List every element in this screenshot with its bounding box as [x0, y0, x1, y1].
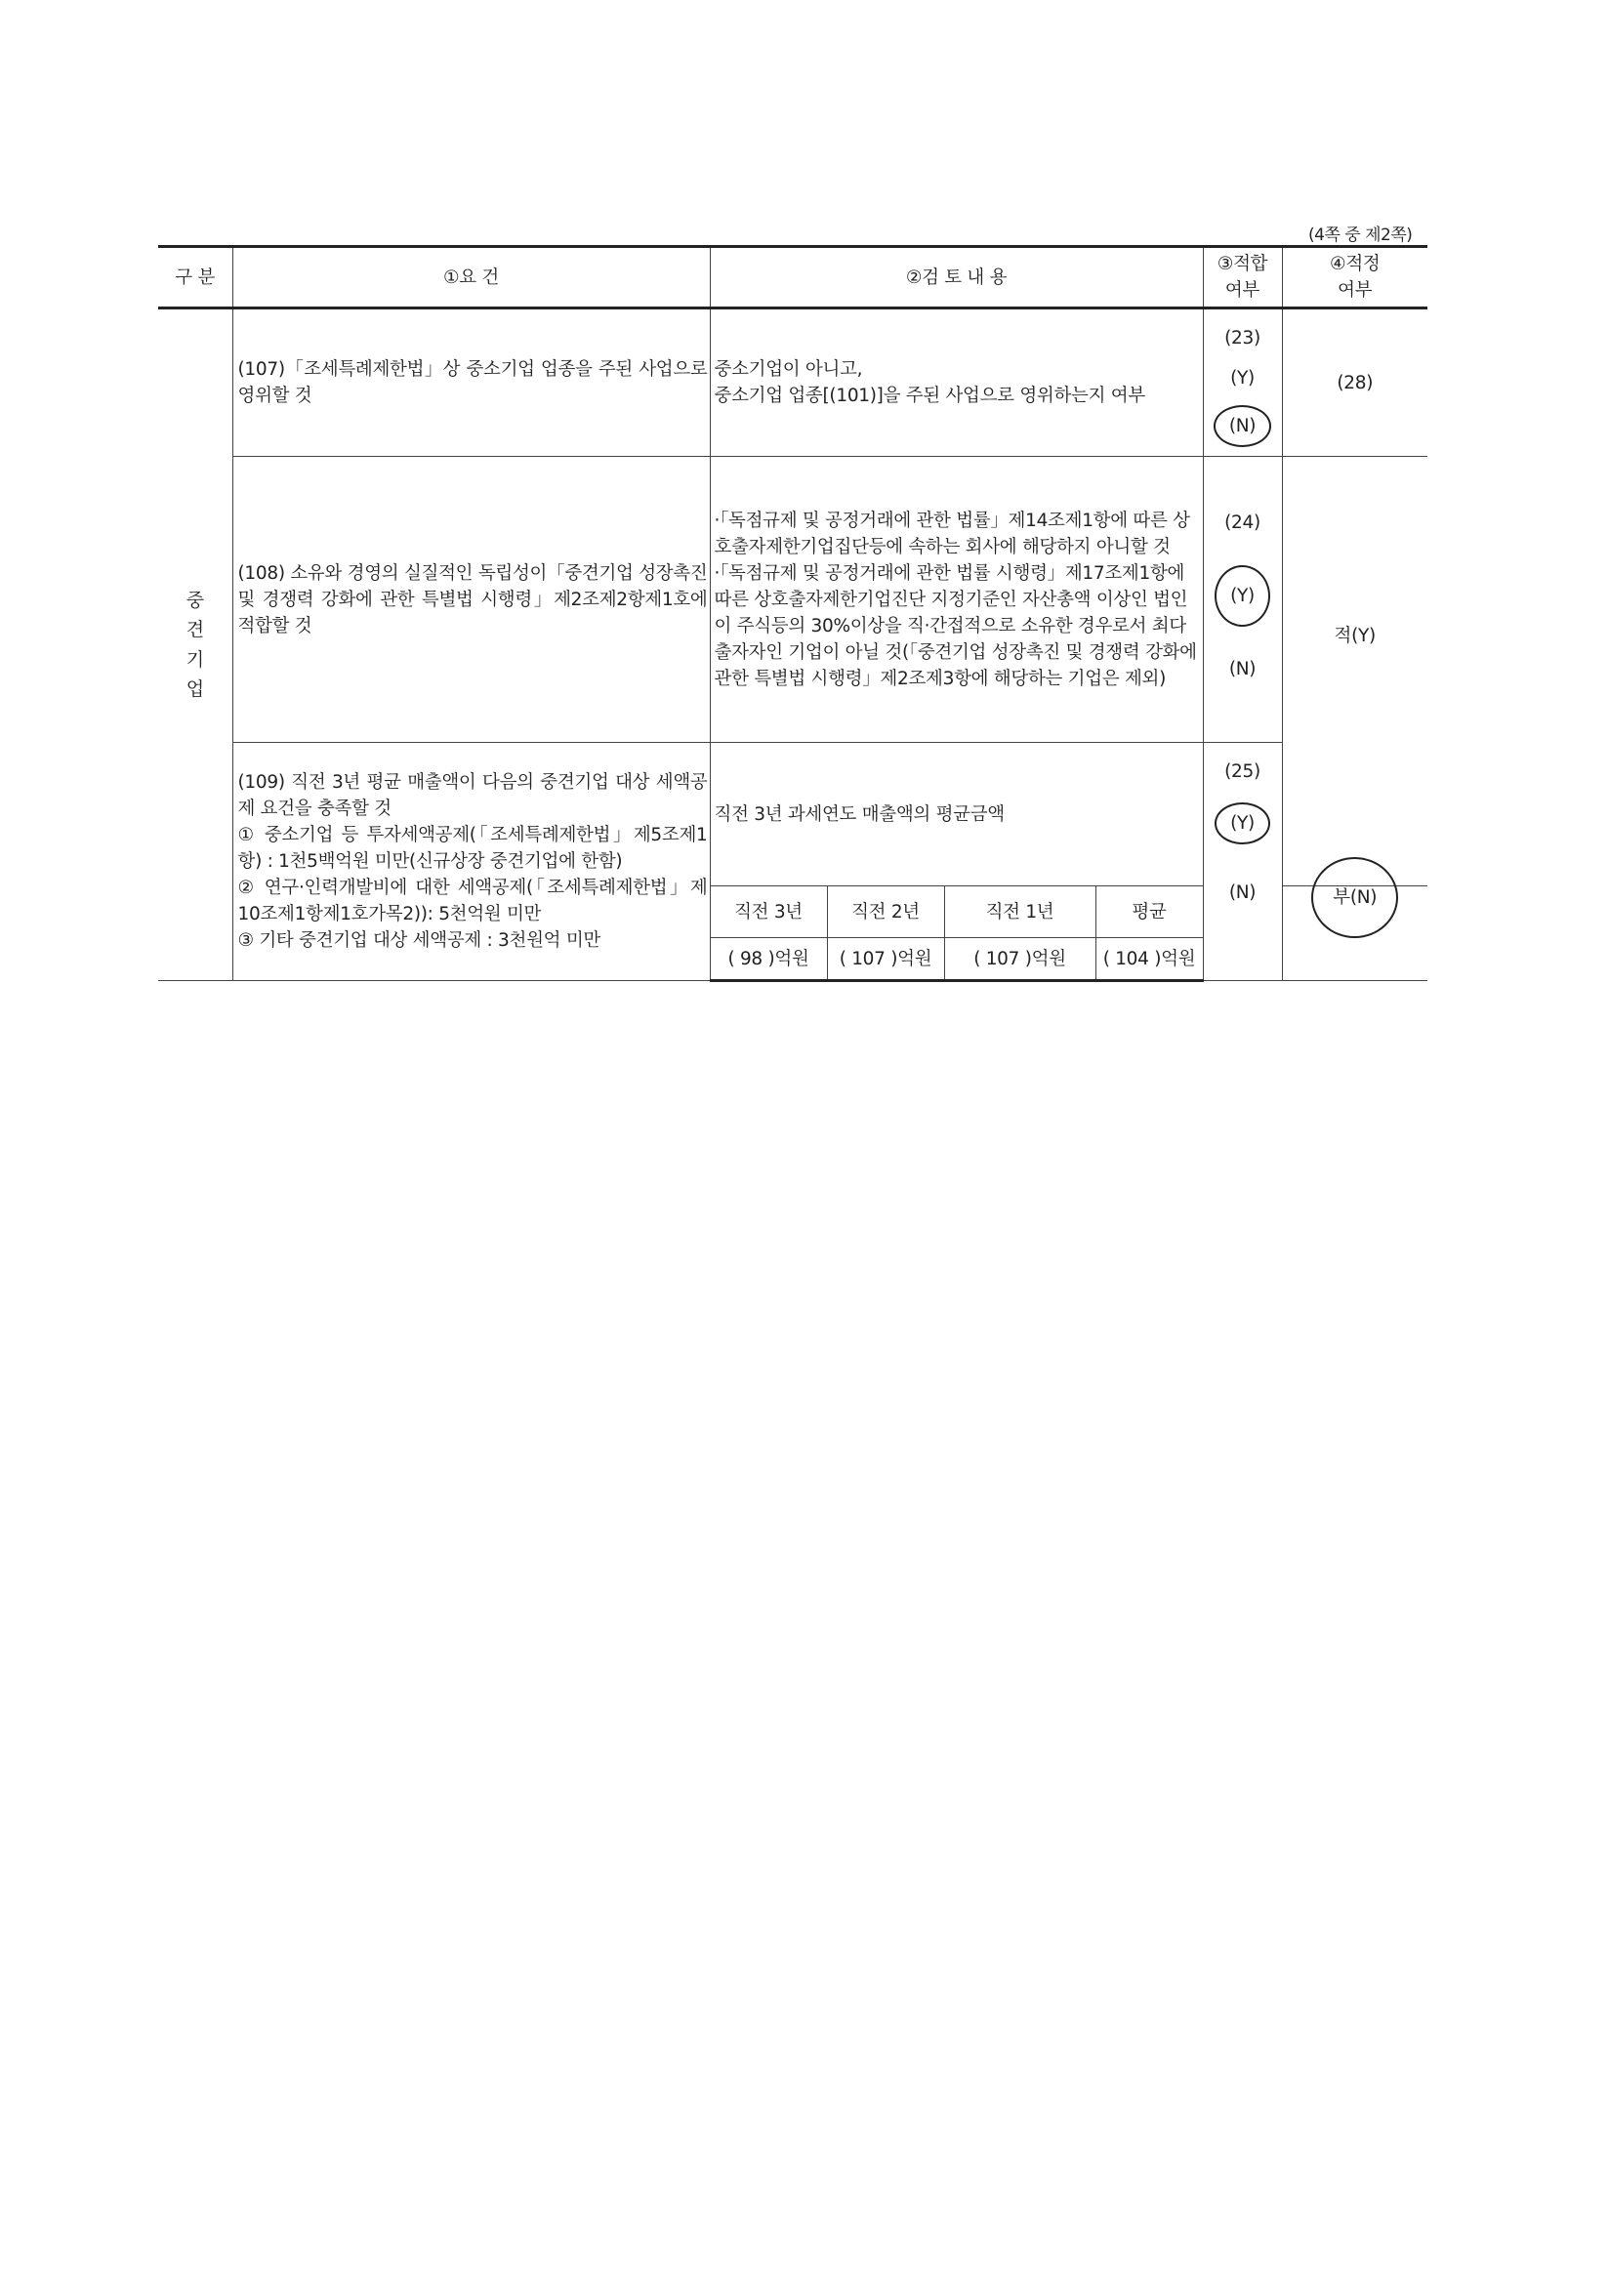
sales-header-avg: 평균	[1095, 886, 1203, 938]
sales-value-avg: ( 104 )억원	[1095, 938, 1203, 981]
option-yes-109-circled: (Y)	[1215, 802, 1270, 844]
requirement-108: (108) 소유와 경영의 실질적인 독립성이「중견기업 성장촉진 및 경쟁력 강화에 관한 특별법 시행령」제2조제2항제1호에 적합할 것	[232, 457, 710, 743]
code-25: (25)	[1224, 761, 1260, 782]
page-number-label: (4쪽 중 제2쪽)	[1308, 226, 1413, 245]
adequacy-107: (28)	[1282, 308, 1427, 457]
header-requirement: ①요 건	[232, 247, 710, 308]
review-108: ·「독점규제 및 공정거래에 관한 법률」제14조제1항에 따른 상호출자제한기업집단등에 속하는 회사에 해당하지 아니할 것 ·「독점규제 및 공정거래에 관한 법률 시행령」제17조제1항에 따른 상호출자제한기업진단 지정기준인 자산총액 이상인 법인이 주식등의 30%이상을 직·간접적으로 소유한 경우로서 최다출자자인 기업이 아닐 것(「중견기업 성장촉진 및 경쟁력 강화에 관한 특별법 시행령」제2조제3항에 해당하는 기업은 제외)	[710, 457, 1203, 743]
sales-value-y2: ( 107 )억원	[827, 938, 944, 981]
adequacy-middle: 적(Y)	[1282, 457, 1427, 886]
suitability-108	[1203, 457, 1282, 743]
option-yes-107: (Y)	[1230, 367, 1255, 389]
suitability-107	[1203, 308, 1282, 457]
review-table	[158, 245, 1427, 982]
option-no-107-circled: (N)	[1214, 405, 1271, 447]
header-adequacy: ④적정 여부	[1282, 247, 1427, 308]
header-review: ②검 토 내 용	[710, 247, 1203, 308]
sales-header-y2: 직전 2년	[827, 886, 944, 938]
requirement-107: (107)「조세특례제한법」상 중소기업 업종을 주된 사업으로 영위할 것	[232, 308, 710, 457]
suitability-109	[1203, 743, 1282, 981]
table-header-row	[158, 247, 1427, 308]
sales-header-y1: 직전 1년	[944, 886, 1095, 938]
code-24: (24)	[1224, 512, 1260, 533]
table-row-107	[158, 308, 1427, 457]
adequacy-bottom	[1282, 886, 1427, 981]
header-suitability: ③적합 여부	[1203, 247, 1282, 308]
header-category: 구 분	[158, 247, 232, 308]
requirement-109: (109) 직전 3년 평균 매출액이 다음의 중견기업 대상 세액공제 요건을 충족할 것 ① 중소기업 등 투자세액공제(「조세특례제한법」제5조제1항) : 1천5백억원 미만(신규상장 중견기업에 한함) ② 연구·인력개발비에 대한 세액공제(「조세특례제한법」제10조제1항제1호가목2)): 5천억원 미만 ③ 기타 중견기업 대상 세액공제 : 3천원억 미만	[232, 743, 710, 981]
table-row-109-top	[158, 743, 1427, 886]
code-23: (23)	[1224, 327, 1260, 348]
option-yes-108-circled: (Y)	[1215, 565, 1270, 627]
adequacy-no-circled: 부(N)	[1311, 857, 1398, 938]
option-no-109: (N)	[1228, 882, 1257, 903]
sales-value-y1: ( 107 )억원	[944, 938, 1095, 981]
sales-header-y3: 직전 3년	[710, 886, 827, 938]
option-no-108: (N)	[1228, 658, 1257, 679]
review-107: 중소기업이 아니고, 중소기업 업종[(101)]을 주된 사업으로 영위하는지 여부	[710, 308, 1203, 457]
category-cell: 중 견 기 업	[158, 308, 232, 981]
table-row-108	[158, 457, 1427, 743]
review-109: 직전 3년 과세연도 매출액의 평균금액	[710, 743, 1203, 886]
sales-value-y3: ( 98 )억원	[710, 938, 827, 981]
